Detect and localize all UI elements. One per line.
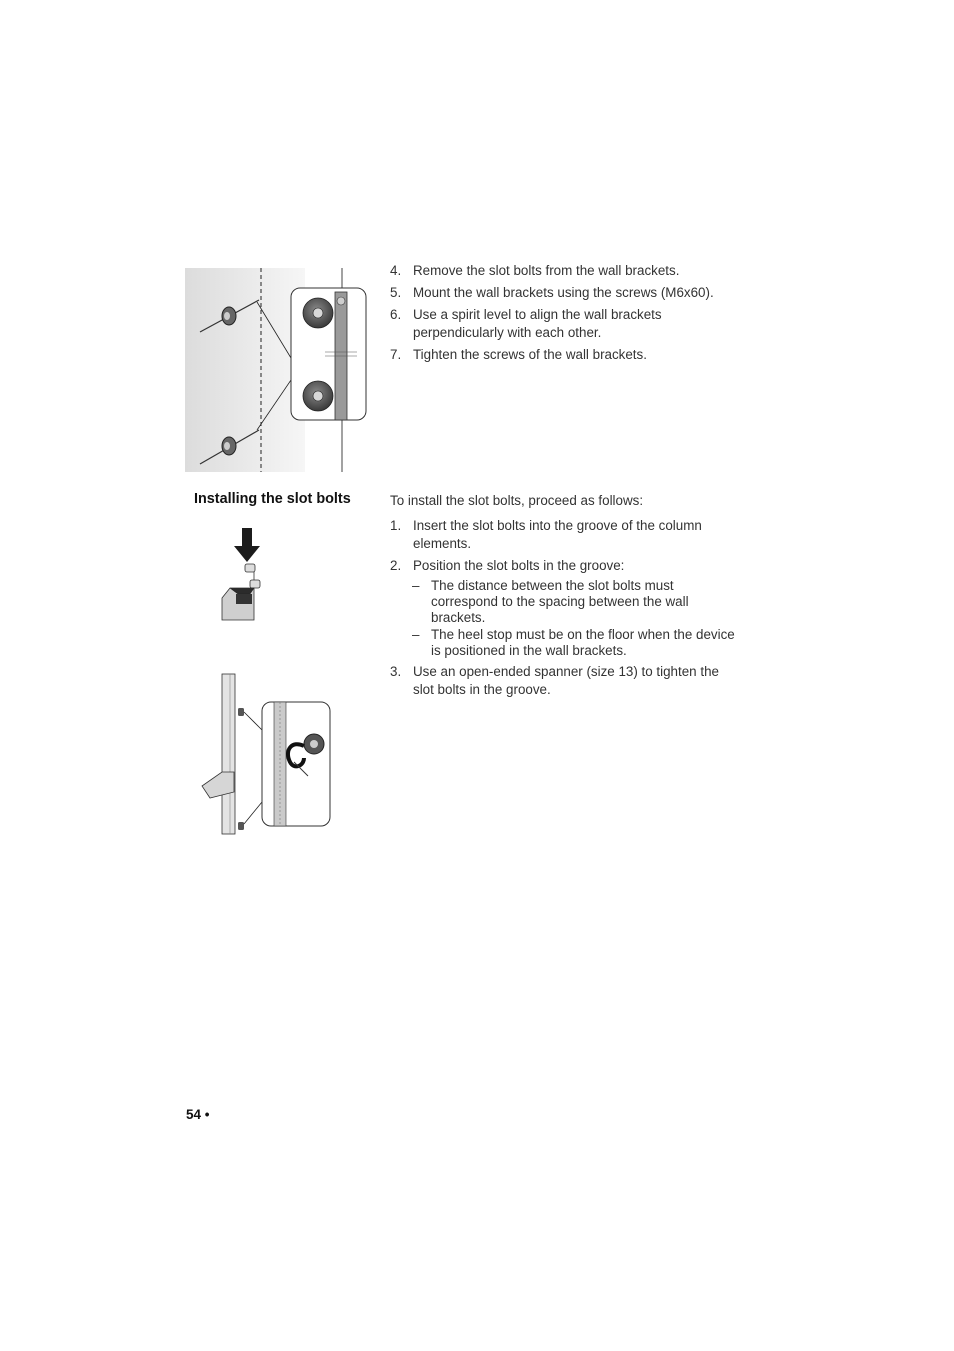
list-item — [390, 663, 740, 699]
step-text: Tighten the screws of the wall brackets. — [413, 347, 647, 362]
step-number: 4. — [390, 263, 402, 278]
list-item — [390, 517, 740, 553]
list-item — [390, 306, 740, 342]
step-text: Remove the slot bolts from the wall brackets. — [413, 263, 680, 278]
slot-bolt-steps — [390, 517, 740, 703]
wall-bracket-mounting-illustration — [185, 268, 370, 472]
step-text: Position the slot bolts in the groove: — [413, 558, 625, 573]
step-number: 5. — [390, 285, 402, 300]
list-item — [390, 262, 740, 280]
sub-list — [390, 578, 740, 659]
sub-list-item — [390, 578, 740, 626]
step-text: Mount the wall brackets using the screws (M6x60). — [413, 285, 714, 300]
step-text: Insert the slot bolts into the groove of the column elements. — [413, 518, 702, 551]
spanner-tightening-illustration — [200, 674, 332, 836]
step-text: Use an open-ended spanner (size 13) to tighten the slot bolts in the groove. — [413, 664, 719, 697]
sub-item-text: The distance between the slot bolts must correspond to the spacing between the wall brackets. — [431, 578, 689, 625]
dash-marker: – — [412, 627, 420, 642]
list-item — [390, 284, 740, 302]
step-number: 1. — [390, 518, 402, 533]
step-text: Use a spirit level to align the wall brackets perpendicularly with each other. — [413, 307, 662, 340]
sub-list-item — [390, 627, 740, 659]
step-number: 3. — [390, 664, 402, 679]
sub-item-text: The heel stop must be on the floor when the device is positioned in the wall brackets. — [431, 627, 735, 658]
list-item — [390, 557, 740, 659]
page-number: 54 • — [186, 1107, 210, 1122]
wall-bracket-steps — [390, 262, 740, 368]
dash-marker: – — [412, 578, 420, 593]
step-number: 6. — [390, 307, 402, 322]
slot-bolt-insertion-illustration — [220, 528, 270, 620]
step-number: 2. — [390, 558, 402, 573]
step-number: 7. — [390, 347, 402, 362]
list-item — [390, 346, 740, 364]
section-intro: To install the slot bolts, proceed as follows: — [390, 493, 644, 508]
section-heading: Installing the slot bolts — [194, 491, 351, 507]
